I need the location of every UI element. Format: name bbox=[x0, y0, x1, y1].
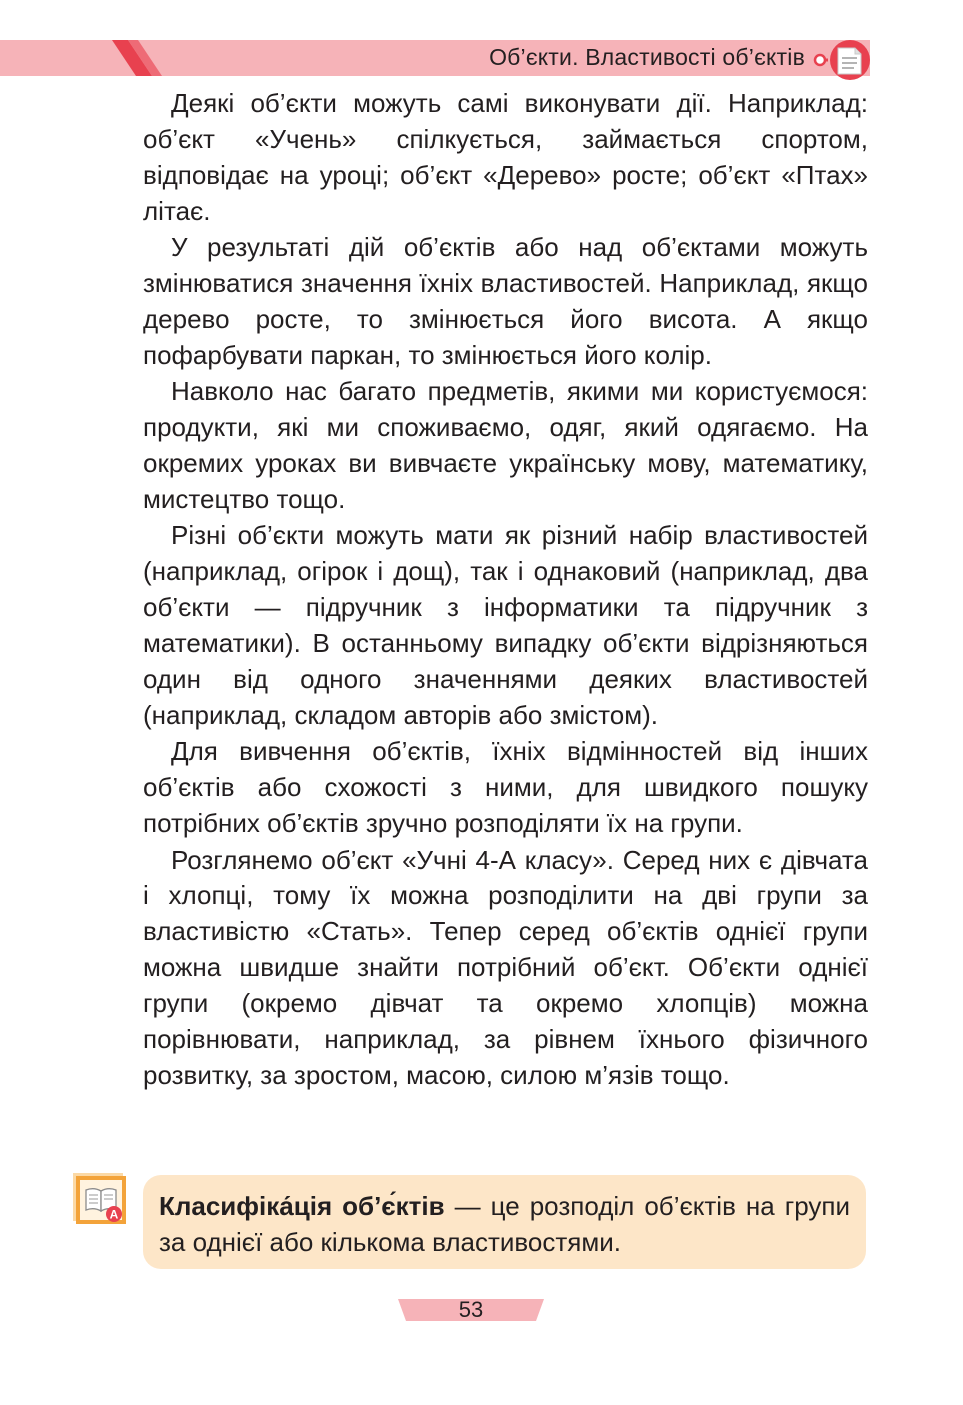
header-title: Об’єкти. Властивості об’єктів bbox=[489, 44, 805, 70]
paragraph: У результаті дій об’єктів або над об’єктами можуть змінюватися значення їхніх властивостей. Наприклад, якщо дерево росте, то змінюється його висота. А якщо пофарбувати паркан, то змінюється його колір. bbox=[143, 232, 868, 370]
document-icon bbox=[812, 38, 874, 82]
definition-text: — це розподіл об’єктів на групи за однієї або кількома властивостями. bbox=[159, 1191, 850, 1257]
definition-term: Класифіка́ція об’є́ктів bbox=[159, 1191, 445, 1221]
paragraph: Різні об’єкти можуть мати як різний набір властивостей (наприклад, огірок і дощ), так і однаковий (наприклад, два об’єкти — підручник з інформатики та підручник з математики). В останньому випадку об’єкти відрізняються один від одного значеннями деяких властивостей (наприклад, складом авторів або змістом). bbox=[143, 520, 868, 730]
page-number: 53 bbox=[458, 1297, 484, 1322]
paragraph: Деякі об’єкти можуть самі виконувати дії. Наприклад: об’єкт «Учень» спілкується, займається спортом, відповідає на уроці; об’єкт «Дерево» росте; об’єкт «Птах» літає. bbox=[143, 88, 868, 226]
paragraph: Навколо нас багато предметів, якими ми користуємося: продукти, які ми споживаємо, одяг, який одягаємо. На окремих уроках ви вивчаєте українську мову, математику, мистецтво тощо. bbox=[143, 376, 868, 514]
paragraph: Розглянемо об’єкт «Учні 4-А класу». Серед них є дівчата і хлопці, тому їх можна розподілити на дві групи за властивістю «Стать». Тепер серед об’єктів однієї групи можна швидше знайти потрібний об’єкт. Об’єкти однієї групи (окремо дівчат та окремо хлопців) можна порівнювати, наприклад, за рівнем їхнього фізичного розвитку, за зростом, масою, силою м’язів тощо. bbox=[143, 844, 868, 1090]
paragraph: Для вивчення об’єктів, їхніх відмінностей від інших об’єктів або схожості з ними, для швидкого пошуку потрібних об’єктів зручно розподіляти їх на групи. bbox=[143, 736, 868, 839]
dictionary-book-icon bbox=[72, 1172, 128, 1226]
definition-box bbox=[143, 1175, 866, 1269]
icon-letter: A bbox=[109, 1207, 119, 1222]
main-text bbox=[143, 86, 868, 1094]
